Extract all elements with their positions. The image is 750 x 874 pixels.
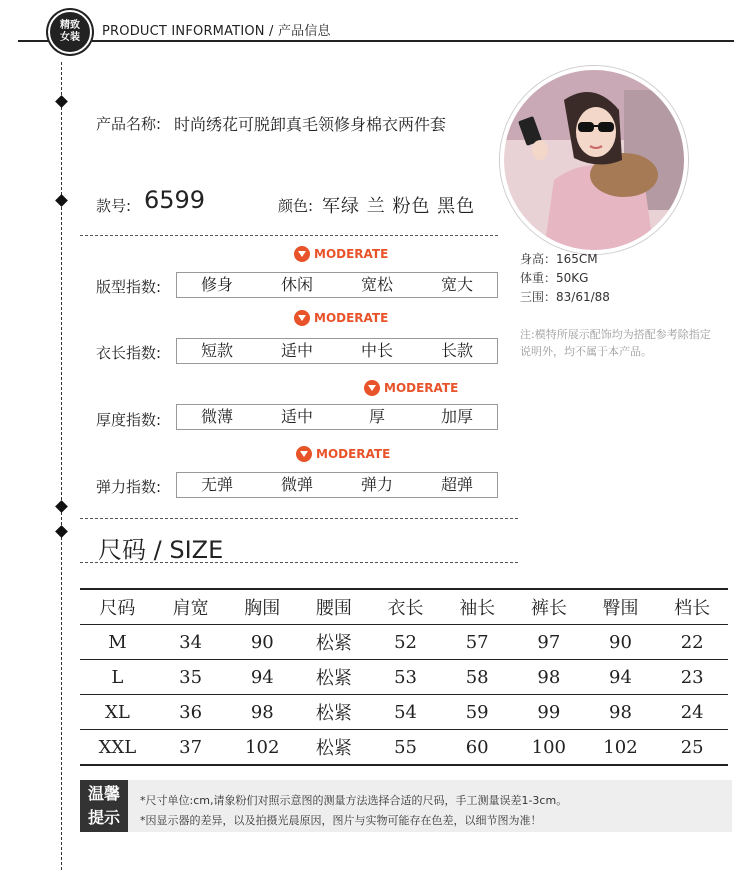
table-cell: 52 bbox=[370, 625, 442, 660]
diamond-marker bbox=[55, 95, 68, 108]
table-cell: 松紧 bbox=[298, 625, 370, 660]
table-cell: L bbox=[80, 660, 155, 695]
scale-option: 长款 bbox=[440, 341, 473, 360]
table-cell: 松紧 bbox=[298, 660, 370, 695]
table-cell: 23 bbox=[656, 660, 728, 695]
scale-option: 弹力 bbox=[360, 475, 393, 494]
table-cell: 54 bbox=[370, 695, 442, 730]
table-cell: XXL bbox=[80, 730, 155, 766]
table-cell: XL bbox=[80, 695, 155, 730]
diamond-marker bbox=[55, 500, 68, 513]
scale-option: 休闲 bbox=[280, 275, 313, 294]
tips-tag-line1: 温馨 bbox=[87, 784, 120, 803]
section-divider bbox=[80, 518, 518, 519]
moderate-indicator bbox=[294, 246, 388, 262]
moderate-label: MODERATE bbox=[314, 247, 389, 261]
column-header: 肩宽 bbox=[155, 589, 227, 625]
column-header: 臀围 bbox=[585, 589, 657, 625]
table-cell: 94 bbox=[226, 660, 298, 695]
moderate-label: MODERATE bbox=[314, 311, 389, 325]
scale-option: 宽大 bbox=[440, 275, 473, 294]
fit-index-label: 版型指数: bbox=[96, 278, 162, 296]
table-cell: 松紧 bbox=[298, 730, 370, 766]
tip-line2: *因显示器的差异，以及拍摄光晨原因，图片与实物可能存在色差，以细节图为准！ bbox=[140, 814, 542, 827]
length-index-scale bbox=[176, 338, 498, 364]
header-rule bbox=[18, 40, 734, 42]
table-cell: 57 bbox=[441, 625, 513, 660]
table-cell: 59 bbox=[441, 695, 513, 730]
thickness-index-label: 厚度指数: bbox=[96, 411, 162, 429]
scale-option: 微薄 bbox=[200, 407, 233, 426]
product-name-value: 时尚绣花可脱卸真毛领修身棉衣两件套 bbox=[174, 115, 447, 134]
color-value: 军绿 兰 粉色 黑色 bbox=[322, 196, 476, 217]
table-cell: 37 bbox=[155, 730, 227, 766]
moderate-indicator bbox=[296, 446, 390, 462]
model-number-label: 款号: bbox=[96, 197, 132, 215]
diamond-marker bbox=[55, 194, 68, 207]
table-cell: 58 bbox=[441, 660, 513, 695]
model-measurements: 三围：83/61/88 bbox=[520, 290, 610, 304]
down-arrow-icon bbox=[296, 446, 312, 462]
down-arrow-icon bbox=[294, 310, 310, 326]
column-header: 胸围 bbox=[226, 589, 298, 625]
down-arrow-icon bbox=[364, 380, 380, 396]
column-header: 尺码 bbox=[80, 589, 155, 625]
table-cell: M bbox=[80, 625, 155, 660]
table-row bbox=[80, 660, 728, 695]
moderate-label: MODERATE bbox=[316, 447, 391, 461]
table-cell: 102 bbox=[585, 730, 657, 766]
table-cell: 102 bbox=[226, 730, 298, 766]
table-row bbox=[80, 730, 728, 766]
brand-badge bbox=[48, 10, 92, 54]
table-cell: 98 bbox=[513, 660, 585, 695]
scale-option: 厚 bbox=[368, 407, 385, 426]
section-divider bbox=[80, 235, 498, 236]
column-header: 衣长 bbox=[370, 589, 442, 625]
table-cell: 98 bbox=[226, 695, 298, 730]
column-header: 腰围 bbox=[298, 589, 370, 625]
scale-option: 加厚 bbox=[440, 407, 473, 426]
table-cell: 98 bbox=[585, 695, 657, 730]
model-note-line2: 说明外，均不属于本产品。 bbox=[520, 345, 652, 358]
length-index-label: 衣长指数: bbox=[96, 344, 162, 362]
table-cell: 34 bbox=[155, 625, 227, 660]
table-cell: 22 bbox=[656, 625, 728, 660]
column-header: 裤长 bbox=[513, 589, 585, 625]
scale-option: 中长 bbox=[360, 341, 393, 360]
table-row bbox=[80, 695, 728, 730]
tips-tag-line2: 提示 bbox=[87, 808, 120, 827]
scale-option: 修身 bbox=[200, 275, 233, 294]
table-header-row bbox=[80, 589, 728, 625]
fit-index-scale bbox=[176, 272, 498, 298]
table-cell: 55 bbox=[370, 730, 442, 766]
table-row bbox=[80, 625, 728, 660]
elasticity-index-scale bbox=[176, 472, 498, 498]
table-cell: 99 bbox=[513, 695, 585, 730]
column-header: 档长 bbox=[656, 589, 728, 625]
model-photo-illustration bbox=[504, 70, 684, 250]
model-height: 身高：165CM bbox=[520, 252, 598, 266]
scale-option: 短款 bbox=[200, 341, 233, 360]
tips-tag bbox=[80, 780, 128, 832]
size-table bbox=[80, 588, 728, 766]
model-weight: 体重：50KG bbox=[520, 271, 589, 285]
diamond-marker bbox=[55, 525, 68, 538]
table-cell: 90 bbox=[226, 625, 298, 660]
table-cell: 53 bbox=[370, 660, 442, 695]
size-section-title: 尺码 / SIZE bbox=[98, 536, 224, 564]
elasticity-index-label: 弹力指数: bbox=[96, 478, 162, 496]
table-cell: 松紧 bbox=[298, 695, 370, 730]
scale-option: 适中 bbox=[280, 407, 313, 426]
table-cell: 24 bbox=[656, 695, 728, 730]
thickness-index-scale bbox=[176, 404, 498, 430]
down-arrow-icon bbox=[294, 246, 310, 262]
scale-option: 微弹 bbox=[280, 475, 313, 494]
moderate-indicator bbox=[364, 380, 458, 396]
scale-option: 适中 bbox=[280, 341, 313, 360]
table-cell: 97 bbox=[513, 625, 585, 660]
vertical-guide-line bbox=[61, 62, 62, 870]
model-note-line1: 注:模特所展示配饰均为搭配参考除指定 bbox=[520, 328, 711, 341]
table-cell: 100 bbox=[513, 730, 585, 766]
table-cell: 36 bbox=[155, 695, 227, 730]
badge-line1: 精致 bbox=[60, 20, 80, 31]
table-cell: 35 bbox=[155, 660, 227, 695]
table-cell: 94 bbox=[585, 660, 657, 695]
tip-line1: *尺寸单位:cm,请象粉们对照示意图的测量方法选择合适的尺码，手工测量误差1-3cm。 bbox=[140, 794, 568, 807]
scale-option: 超弹 bbox=[440, 475, 473, 494]
table-cell: 90 bbox=[585, 625, 657, 660]
table-cell: 60 bbox=[441, 730, 513, 766]
color-label: 颜色: bbox=[278, 197, 314, 215]
model-photo bbox=[500, 66, 688, 254]
column-header: 袖长 bbox=[441, 589, 513, 625]
badge-line2: 女装 bbox=[60, 32, 80, 43]
scale-option: 无弹 bbox=[200, 475, 233, 494]
table-cell: 25 bbox=[656, 730, 728, 766]
product-name-label: 产品名称: bbox=[96, 115, 162, 133]
model-number-value: 6599 bbox=[144, 186, 206, 214]
page-title: PRODUCT INFORMATION / 产品信息 bbox=[102, 24, 331, 39]
section-divider bbox=[80, 562, 518, 563]
moderate-indicator bbox=[294, 310, 388, 326]
scale-option: 宽松 bbox=[360, 275, 393, 294]
moderate-label: MODERATE bbox=[384, 381, 459, 395]
